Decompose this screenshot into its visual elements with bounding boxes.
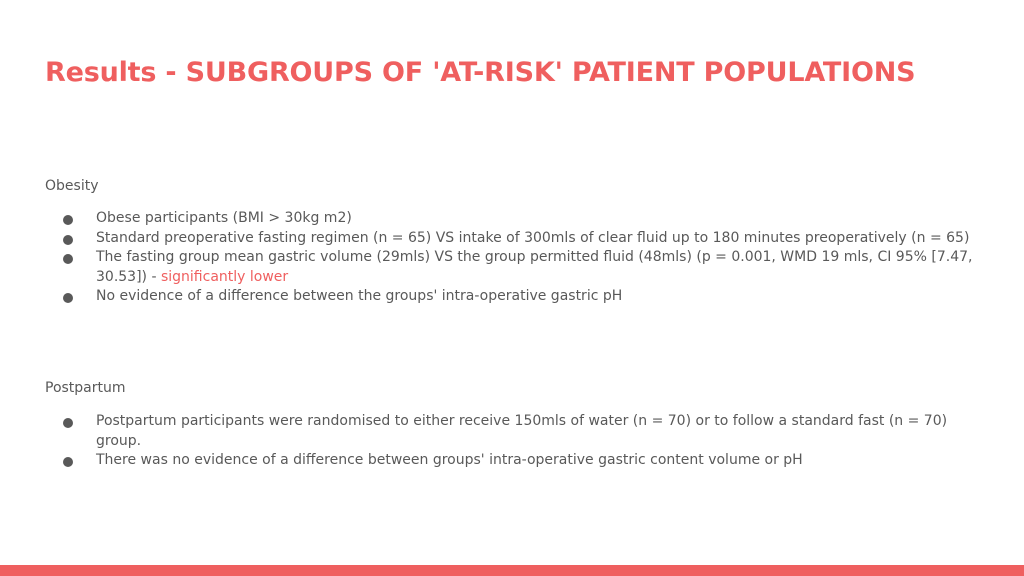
bullet-dot-icon <box>63 235 73 245</box>
bullet-text: Obese participants (BMI > 30kg m2) <box>96 210 352 226</box>
section-label-obesity: Obesity <box>45 178 99 194</box>
list-item <box>60 412 985 451</box>
section-label-postpartum: Postpartum <box>45 380 126 396</box>
postpartum-bullet-list <box>60 412 985 471</box>
bullet-dot-icon <box>63 457 73 467</box>
obesity-bullet-list <box>60 209 985 307</box>
bullet-dot-icon <box>63 418 73 428</box>
bullet-text: No evidence of a difference between the groups' intra-operative gastric pH <box>96 288 623 304</box>
bullet-dot-icon <box>63 293 73 303</box>
bullet-text: Postpartum participants were randomised to either receive 150mls of water (n = 70) or to follow a standard fast (n = 70) group. <box>96 413 948 449</box>
bullet-text: Standard preoperative fasting regimen (n = 65) VS intake of 300mls of clear fluid up to 180 minutes preoperatively (n = 65) <box>96 229 970 246</box>
list-item <box>60 248 985 287</box>
list-item <box>60 209 985 229</box>
slide-title: Results - SUBGROUPS OF 'AT-RISK' PATIENT POPULATIONS <box>45 57 916 88</box>
bullet-dot-icon <box>63 254 73 264</box>
list-item <box>60 229 985 249</box>
bottom-accent-bar <box>0 565 1024 576</box>
bullet-text: The fasting group mean gastric volume (29mls) VS the group permitted fluid (48mls) (p = 0.001, WMD 19 mls, CI 95% [7.47, 30.53]) - <box>96 249 973 285</box>
list-item <box>60 287 985 307</box>
highlight-text: significantly lower <box>160 268 289 285</box>
list-item <box>60 451 985 471</box>
bullet-text: There was no evidence of a difference between groups' intra-operative gastric content volume or pH <box>96 452 803 468</box>
bullet-dot-icon <box>63 215 73 225</box>
